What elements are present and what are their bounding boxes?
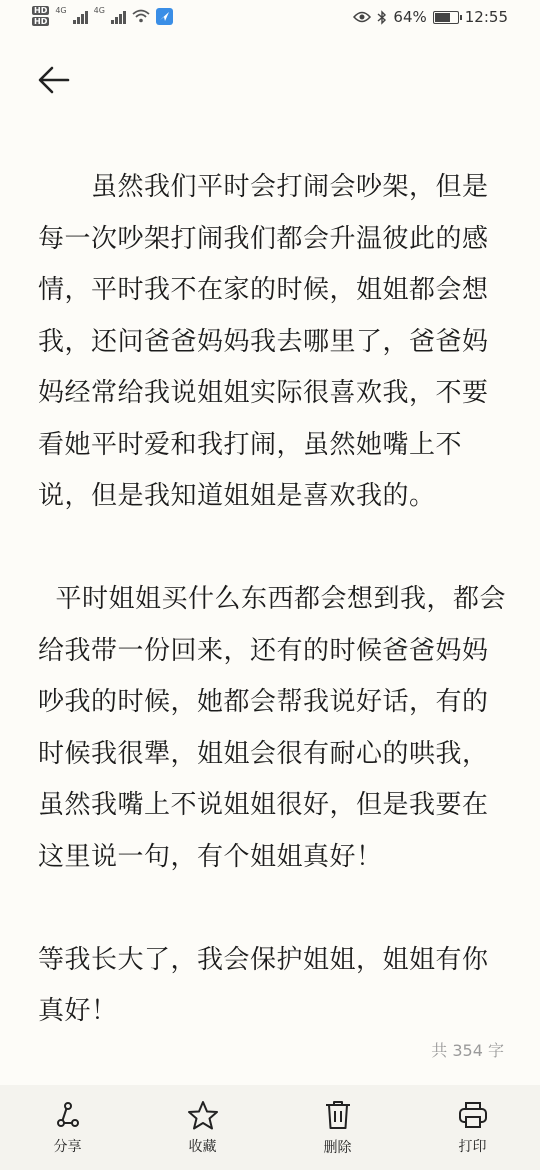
battery-icon (433, 11, 459, 24)
print-button[interactable] (428, 1100, 518, 1156)
article-body (38, 162, 508, 1038)
bottom-toolbar (0, 1085, 540, 1170)
paragraph-3: 等我长大了，我会保护姐姐，姐姐有你真好！ (38, 944, 489, 1026)
battery-fill (435, 13, 450, 22)
hd-badge-1: HD (34, 6, 48, 15)
signal-icon-2 (111, 8, 126, 24)
status-right (353, 8, 508, 26)
network-type-1: 4G (55, 6, 67, 15)
paragraph-2: 平时姐姐买什么东西都会想到我，都会给我带一份回来，还有的时候爸爸妈妈吵我的时候，她都会帮我说好话，有的时候我很犟，姐姐会很有耐心的哄我，虽然我嘴上不说姐姐很好，但是我要在这里说一句，有个姐姐真好！ (38, 584, 507, 872)
paragraph-gap (38, 523, 508, 575)
status-bar (0, 0, 540, 38)
delete-button[interactable] (293, 1099, 383, 1157)
network-type-2: 4G (93, 6, 105, 15)
battery-percent: 64% (393, 8, 427, 26)
paragraph-1: 虽然我们平时会打闹会吵架，但是每一次吵架打闹我们都会升温彼此的感情，平时我不在家的时候，姐姐都会想我，还问爸爸妈妈我去哪里了，爸爸妈妈经常给我说姐姐实际很喜欢我，不要看她平时爱和我打闹，虽然她嘴上不说，但是我知道姐姐是喜欢我的。 (38, 172, 489, 511)
app-notification-icon (156, 8, 173, 25)
bluetooth-icon (377, 10, 387, 25)
hd-indicators (32, 6, 49, 26)
hd-badge-2: HD (34, 17, 48, 26)
delete-label: 删除 (323, 1139, 352, 1156)
print-label: 打印 (458, 1138, 487, 1155)
trash-icon (323, 1099, 353, 1131)
paragraph-gap (38, 883, 508, 935)
clock: 12:55 (464, 8, 508, 26)
word-count: 共 354 字 (431, 1041, 504, 1060)
printer-icon (457, 1100, 489, 1130)
favorite-label: 收藏 (188, 1138, 217, 1155)
share-label: 分享 (53, 1138, 82, 1155)
share-icon (53, 1100, 83, 1130)
back-arrow-icon (34, 60, 74, 100)
eye-icon (353, 11, 371, 23)
wifi-icon (132, 9, 150, 23)
favorite-button[interactable] (158, 1100, 248, 1156)
star-icon (187, 1100, 219, 1130)
status-left (32, 6, 173, 26)
signal-icon (73, 8, 88, 24)
share-button[interactable] (23, 1100, 113, 1156)
back-button[interactable] (34, 60, 74, 100)
